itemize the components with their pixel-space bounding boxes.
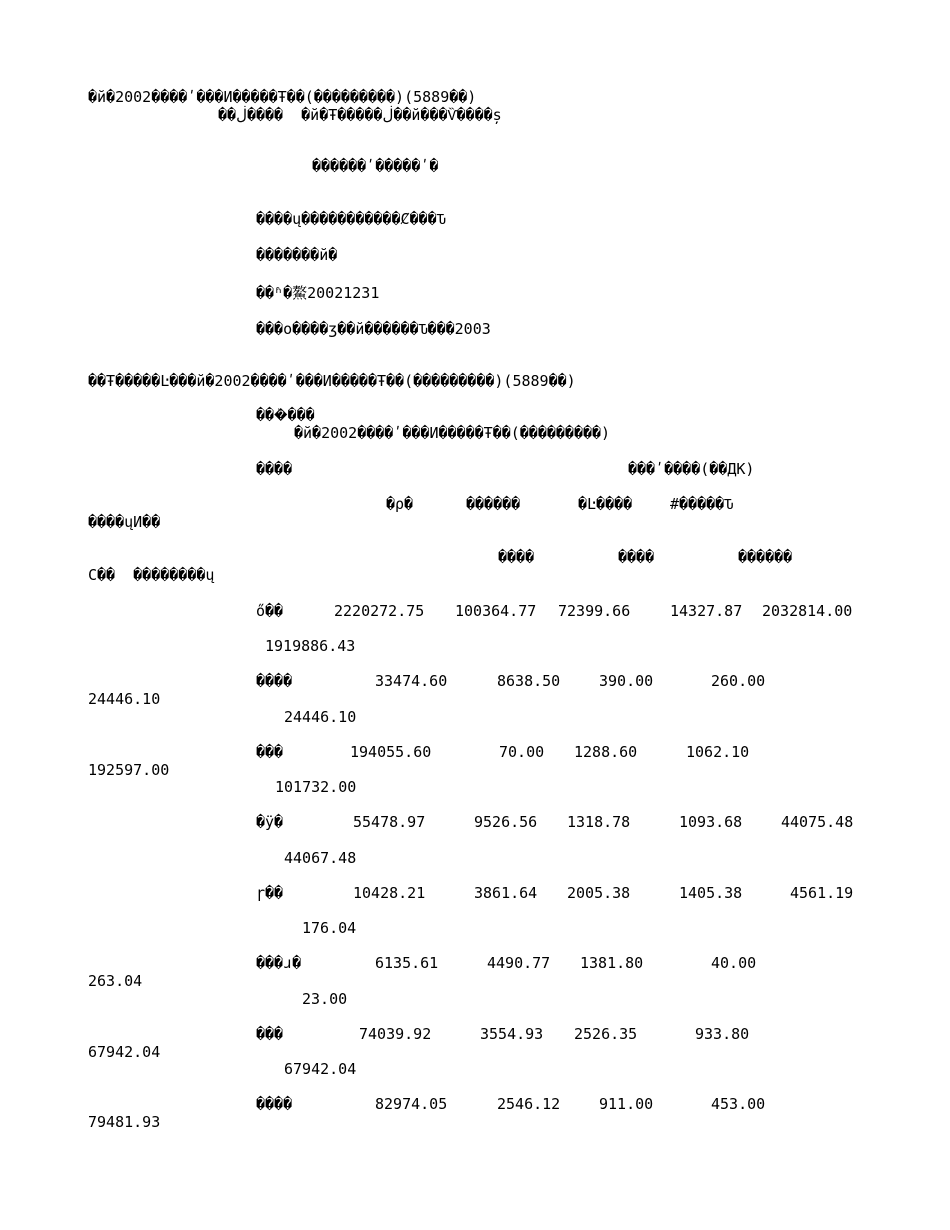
table-row-2-v3: 1288.60 <box>574 743 638 761</box>
table-row-3-v5: 44075.48 <box>781 813 854 831</box>
table-row-1-v5: 24446.10 <box>88 690 161 708</box>
table-row-1-v2: 8638.50 <box>497 672 561 690</box>
section-sub-2: �й�2002����ʹ���И�����Ŧ��(���������) <box>294 424 611 442</box>
table-left-label: ����ųИ�� <box>88 513 161 531</box>
doc-title-line2: ��ڶ���� �й�Ŧ�����ڶ��й���Ѷ����ș <box>218 106 502 124</box>
section-label-right: ���ʹ����(��ДK) <box>628 460 755 478</box>
table-row-1-v1: 33474.60 <box>375 672 448 690</box>
table-row-0-v1: 2220272.75 <box>334 602 425 620</box>
table-row-6-v2: 3554.93 <box>480 1025 544 1043</box>
doc-title-line1: �й�2002����ʹ���И�����Ŧ��(���������)(5889��) <box>88 88 477 106</box>
meta-line-4: ���o����ʒ��й������Ԏ���2003 <box>256 320 491 338</box>
section-label-left: ���� <box>256 460 293 478</box>
table-row-4-name: ɼ�� <box>256 884 284 902</box>
table-row-7-name: ���� <box>256 1095 293 1113</box>
table-row-5-name: ���ɹ� <box>256 954 302 972</box>
meta-line-1: ����ų�����������Ȼ���Ԏ <box>256 210 446 228</box>
table-row-4-v5: 4561.19 <box>790 884 854 902</box>
table-row-5-v5: 263.04 <box>88 972 143 990</box>
table-row-2-v5: 192597.00 <box>88 761 170 779</box>
group-header-1: �ρ� <box>386 495 414 513</box>
table-row-1-name: ���� <box>256 672 293 690</box>
table-row-1-v4: 260.00 <box>711 672 766 690</box>
table-row-5-v4: 40.00 <box>711 954 757 972</box>
table-row-6-v1: 74039.92 <box>359 1025 432 1043</box>
table-row-1-v6: 24446.10 <box>284 708 357 726</box>
table-row-3-v1: 55478.97 <box>353 813 426 831</box>
table-row-7-v2: 2546.12 <box>497 1095 561 1113</box>
col-header-3: ������ <box>738 548 793 566</box>
table-row-0-v6: 1919886.43 <box>265 637 356 655</box>
table-row-5-v6: 23.00 <box>302 990 348 1008</box>
table-row-2-v6: 101732.00 <box>275 778 357 796</box>
table-row-2-name: ��� <box>256 743 284 761</box>
group-header-2: ������ <box>466 495 521 513</box>
table-row-1-v3: 390.00 <box>599 672 654 690</box>
group-header-3: �Ŀ���� <box>578 495 633 513</box>
table-row-4-v6: 176.04 <box>302 919 357 937</box>
table-row-2-v1: 194055.60 <box>350 743 432 761</box>
table-row-6-v3: 2526.35 <box>574 1025 638 1043</box>
section-sub-1: ���݃��� <box>256 406 315 424</box>
table-row-2-v4: 1062.10 <box>686 743 750 761</box>
table-row-6-v6: 67942.04 <box>284 1060 357 1078</box>
table-row-0-v4: 14327.87 <box>670 602 743 620</box>
meta-line-2: �������й� <box>256 246 338 264</box>
table-row-7-v1: 82974.05 <box>375 1095 448 1113</box>
table-row-4-v4: 1405.38 <box>679 884 743 902</box>
col-header-2: ���� <box>618 548 655 566</box>
table-row-5-v2: 4490.77 <box>487 954 551 972</box>
table-row-0-name: ő�� <box>256 602 284 620</box>
section-heading: ��Ŧ�����Ŀ���й�2002����ʹ���И�����Ŧ��(���������)(5889��) <box>88 372 576 390</box>
table-row-6-v4: 933.80 <box>695 1025 750 1043</box>
table-row-0-v5: 2032814.00 <box>762 602 853 620</box>
row-label-header: C�� ��������ų <box>88 566 215 584</box>
table-row-0-v2: 100364.77 <box>455 602 537 620</box>
table-row-3-v3: 1318.78 <box>567 813 631 831</box>
meta-line-3: ��ʱ�鰲20021231 <box>256 284 380 302</box>
table-row-7-v5: 79481.93 <box>88 1113 161 1131</box>
col-header-1: ���� <box>498 548 535 566</box>
table-row-5-v1: 6135.61 <box>375 954 439 972</box>
table-row-4-v1: 10428.21 <box>353 884 426 902</box>
table-row-3-v4: 1093.68 <box>679 813 743 831</box>
table-row-3-name: �ÿ� <box>256 813 284 831</box>
table-row-3-v6: 44067.48 <box>284 849 357 867</box>
table-row-3-v2: 9526.56 <box>474 813 538 831</box>
table-row-0-v3: 72399.66 <box>558 602 631 620</box>
table-row-4-v2: 3861.64 <box>474 884 538 902</box>
table-row-5-v3: 1381.80 <box>580 954 644 972</box>
table-row-4-v3: 2005.38 <box>567 884 631 902</box>
table-row-2-v2: 70.00 <box>499 743 545 761</box>
table-row-6-name: ��� <box>256 1025 284 1043</box>
doc-subtitle: ������ʹ�����ʹ� <box>312 157 439 175</box>
table-row-6-v5: 67942.04 <box>88 1043 161 1061</box>
table-row-7-v4: 453.00 <box>711 1095 766 1113</box>
group-header-4: #�����Ԏ <box>670 495 734 513</box>
table-row-7-v3: 911.00 <box>599 1095 654 1113</box>
